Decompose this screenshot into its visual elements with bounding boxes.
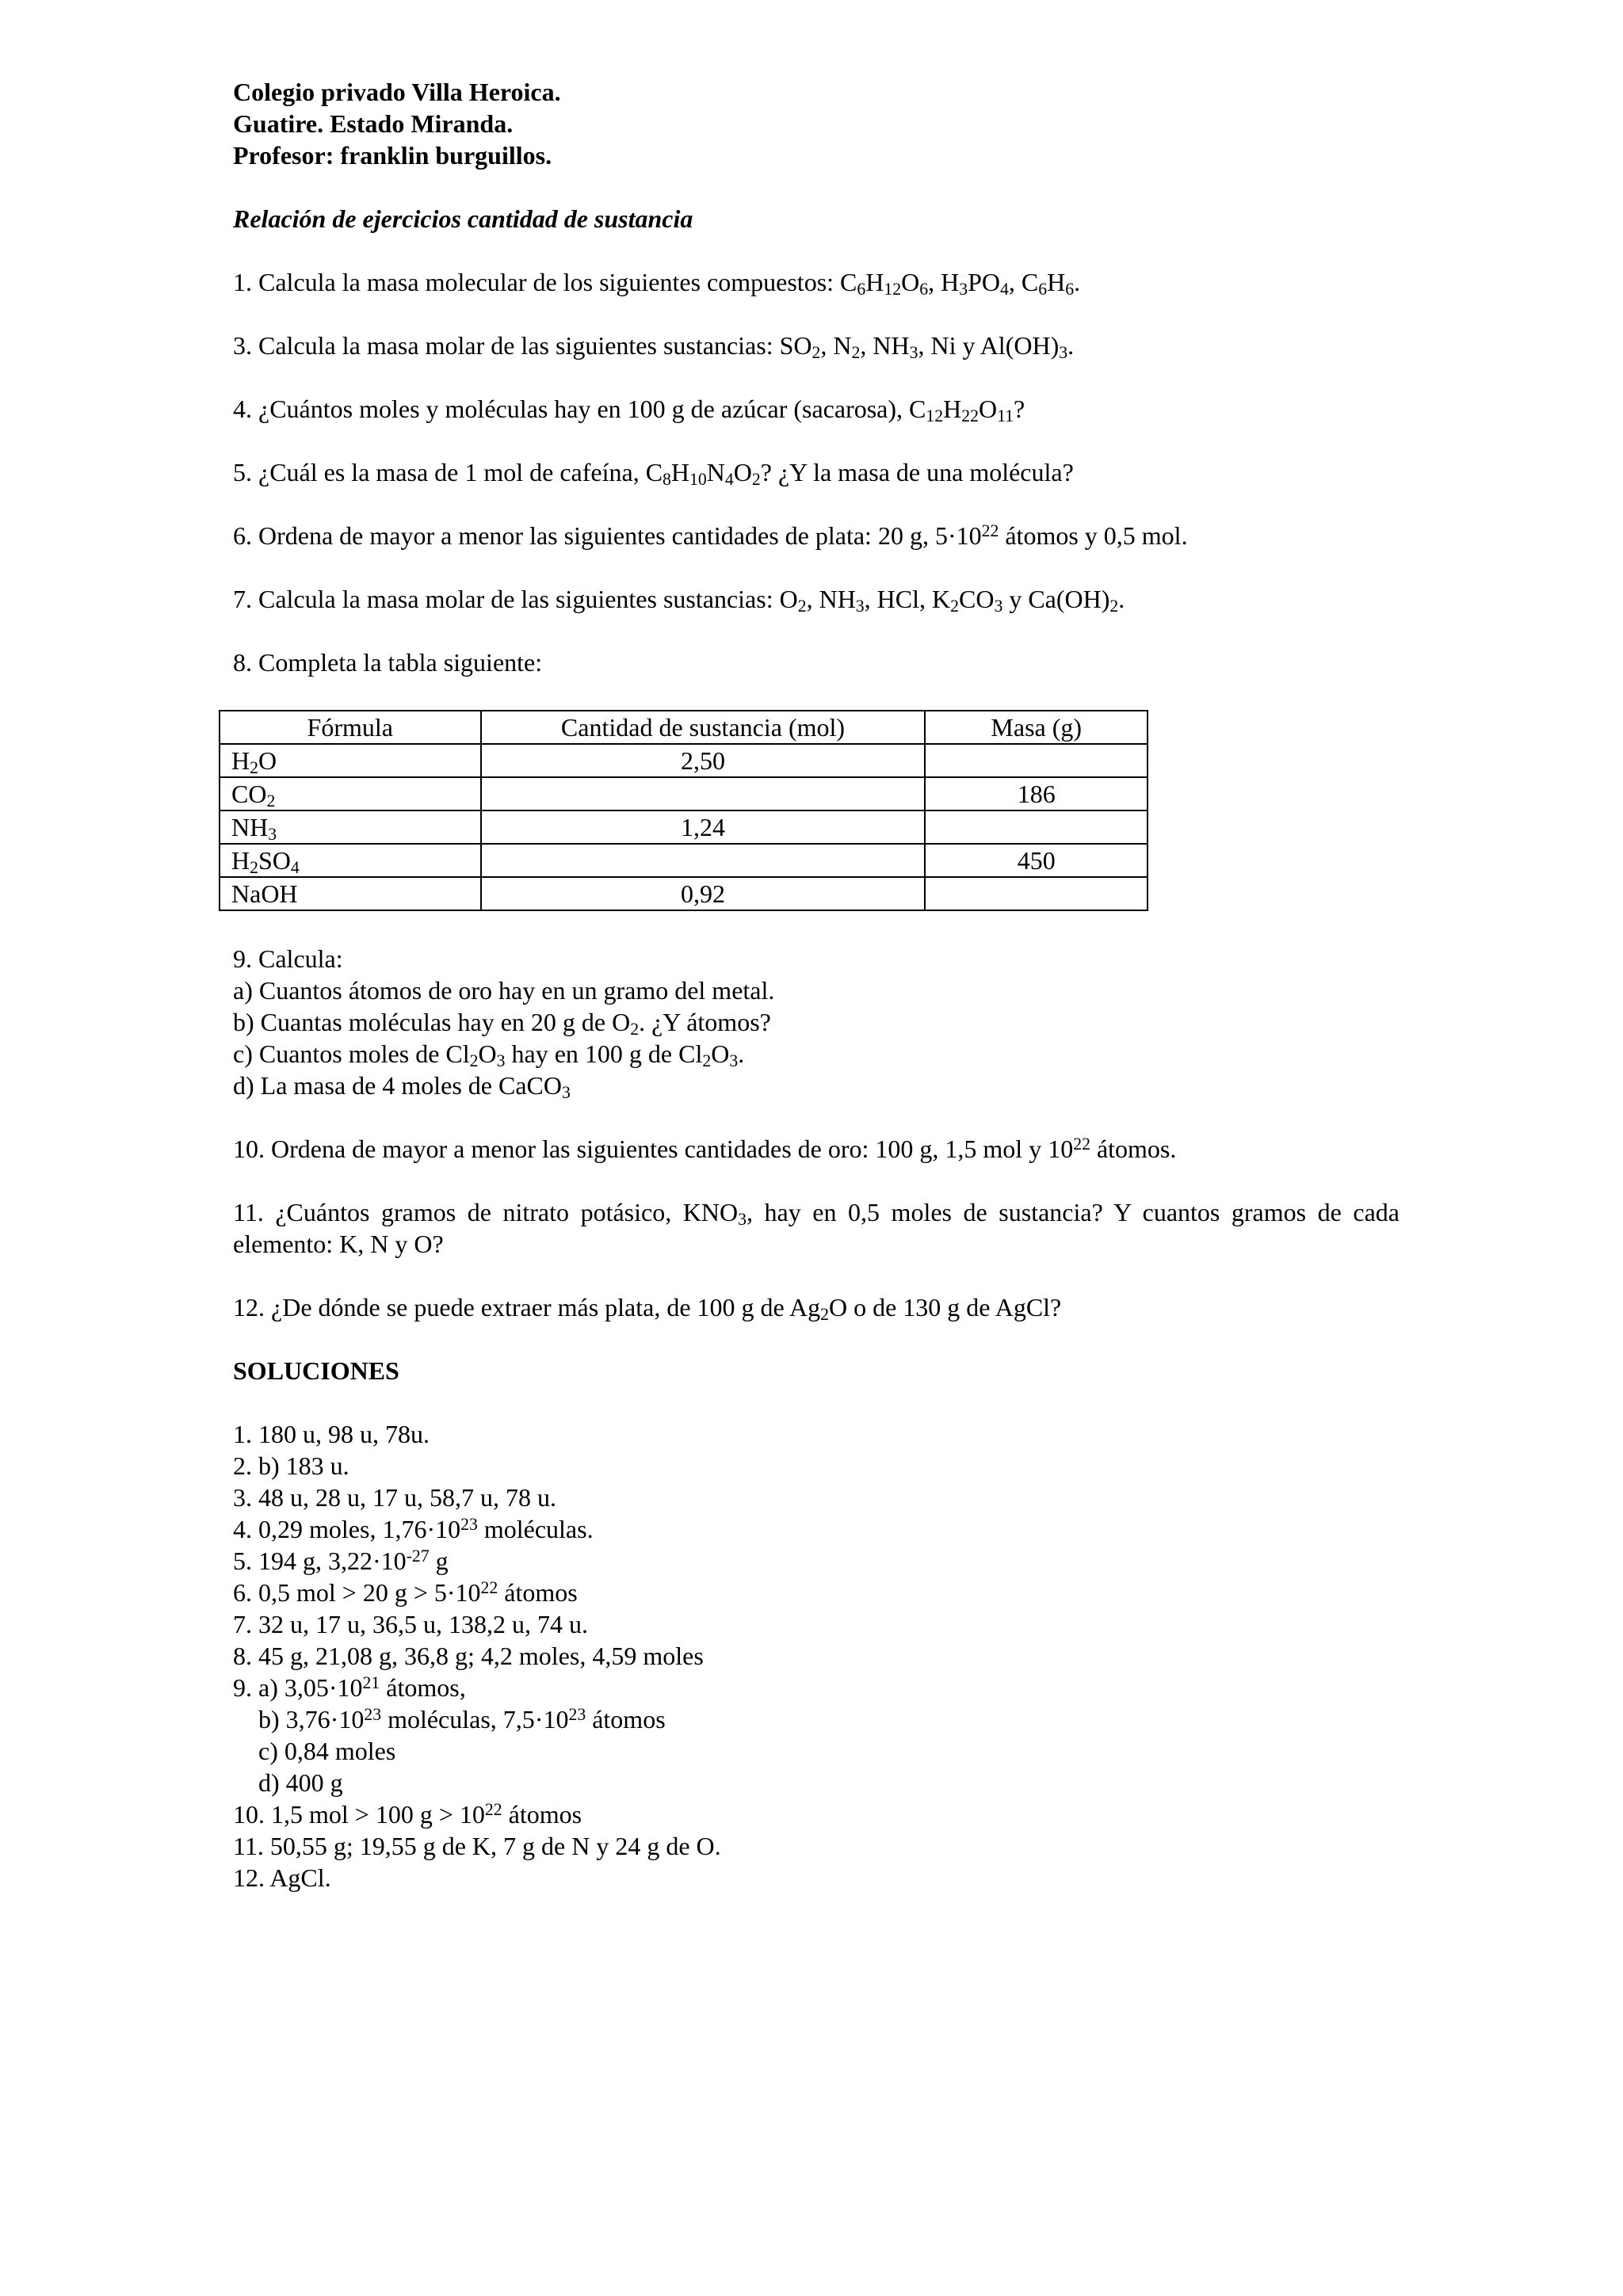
moles-cell [481,844,926,877]
exercise-9d: d) La masa de 4 moles de CaCO$_3$ [233,1071,571,1102]
mass-cell [925,744,1148,777]
exercise-9c: c) Cuantos moles de $Cl_2O_3$ hay en 100 g de $Cl_2O_3$. [233,1039,745,1070]
solutions-title: SOLUCIONES [233,1356,399,1385]
solution-9b: b) $3,76\cdot 10^{23}$ moléculas, $7,5\cdot 10^{23}$ átomos [258,1705,666,1733]
exercise-11: 11. ¿Cuántos gramos de nitrato potásico, $KNO_3$, hay en 0,5 moles de sustancia? Y cuantos gramos de cada elemento: K, N y O? [233,1198,1400,1258]
solution-2: 2. b) 183 u. [233,1451,349,1480]
exercise-9a: a) Cuantos átomos de oro hay en un gramo del metal. [233,976,775,1005]
exercise-10: 10. Ordena de mayor a menor las siguientes cantidades de oro: 100 g, 1,5 mol y $10^{22}$ átomos. [233,1135,1177,1163]
mass-cell: 450 [925,844,1148,877]
exercise-4: 4. ¿Cuántos moles y moléculas hay en 100 g de azúcar (sacarosa), $C_{12}H_{22}O_{11}$? [233,395,1025,425]
solution-9c: c) 0,84 moles [258,1737,396,1765]
formula-cell: NaOH [220,877,481,910]
mass-cell [925,810,1148,844]
mass-cell [925,877,1148,910]
solution-10: 10. 1,5 mol > 100 $g > 10^{22}$ átomos [233,1800,582,1829]
school-name: Colegio privado Villa Heroica. [233,78,561,106]
exercise-9b: b) Cuantas moléculas hay en 20 g de $O_2$. ¿Y átomos? [233,1008,771,1039]
solution-9d: d) 400 g [258,1768,343,1797]
column-header-formula: Fórmula [220,711,481,744]
document-page [233,76,1400,1894]
school-location: Guatire. Estado Miranda. [233,109,514,138]
formula-cell: $H_2O$ [220,744,481,777]
table-row [220,844,1148,877]
data-table [219,710,1148,911]
formula-cell: $CO_2$ [220,777,481,810]
exercise-8: 8. Completa la tabla siguiente: [233,648,543,677]
moles-cell [481,777,926,810]
solution-3: 3. 48 u, 28 u, 17 u, 58,7 u, 78 u. [233,1483,556,1512]
formula-cell: $H_2SO_4$ [220,844,481,877]
table-row [220,877,1148,910]
solution-12: 12. AgCl. [233,1863,331,1892]
exercise-9-title: 9. Calcula: [233,944,343,973]
solution-1: 1. 180 u, 98 u, 78u. [233,1420,430,1448]
table-header-row [220,711,1148,744]
solution-4: 4. 0,29 moles, $1,76\cdot 10^{23}$ moléculas. [233,1515,594,1543]
teacher-name: Profesor: franklin burguillos. [233,141,552,170]
table-row [220,810,1148,844]
mass-cell: 186 [925,777,1148,810]
solution-11: 11. 50,55 g; 19,55 g de K, 7 g de N y 24 g de O. [233,1832,721,1860]
solution-9a: 9. a) $3,05\cdot 10^{21}$ átomos, [233,1673,466,1702]
solution-7: 7. 32 u, 17 u, 36,5 u, 138,2 u, 74 u. [233,1610,588,1638]
solution-5: 5. 194 g, $3,22\cdot 10^{-27}$ g [233,1547,449,1575]
table-row [220,744,1148,777]
moles-cell: 0,92 [481,877,926,910]
formula-cell: $NH_3$ [220,810,481,844]
exercise-7: 7. Calcula la masa molar de las siguientes sustancias: $O_2$, $NH_3$, HCl, $K_2CO_3$ y $Ca(OH)_2$. [233,585,1125,616]
exercise-6: 6. Ordena de mayor a menor las siguientes cantidades de plata: 20 g, $5\cdot 10^{22}$ átomos y 0,5 mol. [233,521,1188,550]
solution-8: 8. 45 g, 21,08 g, 36,8 g; 4,2 moles, 4,59 moles [233,1642,704,1670]
solution-6: 6. 0,5 mol > 20 $g > 5\cdot 10^{22}$ átomos [233,1578,578,1607]
exercise-3: 3. Calcula la masa molar de las siguientes sustancias: $SO_2$, $N_2$, $NH_3$, Ni y $Al(OH)_3$. [233,331,1075,362]
column-header-mass: Masa (g) [925,711,1148,744]
moles-cell: 1,24 [481,810,926,844]
exercise-5: 5. ¿Cuál es la masa de 1 mol de cafeína, $C_8H_{10}N_4O_2$? ¿Y la masa de una molécula? [233,458,1074,489]
worksheet-title: Relación de ejercicios cantidad de sustancia [233,204,693,233]
exercise-1: 1. Calcula la masa molecular de los siguientes compuestos: $C_6H_{12}O_6$, $H_3PO_4$, $C_6H_6$. [233,268,1081,299]
exercise-12: 12. ¿De dónde se puede extraer más plata, de 100 g de $Ag_2O$ o de 130 g de AgCl? [233,1293,1062,1324]
table-row [220,777,1148,810]
moles-cell: 2,50 [481,744,926,777]
column-header-moles: Cantidad de sustancia (mol) [481,711,926,744]
